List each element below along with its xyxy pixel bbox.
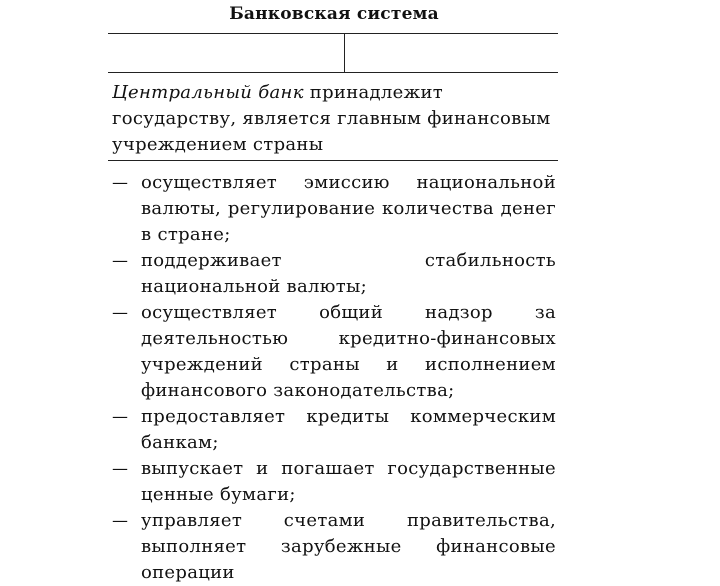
list-item-text: осуществляет общий надзор за деятельностью кредитно-финансовых учреждений страны и исполнением финансового законодательства; [141,302,556,401]
list-item [112,456,556,508]
central-bank-functions-list [112,170,556,586]
list-item-text: осуществляет эмиссию национальной валюты, регулирование количества денег в стране; [141,172,556,245]
dash-bullet: — [112,303,129,322]
list-item [112,404,556,456]
list-item-text: поддерживает стабильность национальной валюты; [141,250,556,297]
list-item [112,508,556,586]
dash-bullet: — [112,173,129,192]
dash-bullet: — [112,407,129,426]
dash-bullet: — [112,251,129,270]
dash-bullet: — [112,459,129,478]
table-header-border [108,72,558,73]
list-item [112,170,556,248]
table-column-divider [344,33,345,72]
dash-bullet: — [112,511,129,530]
section-divider [108,160,558,161]
list-item [112,248,556,300]
central-bank-description: принадлежит государству, является главным финансовым учреждением страны [112,82,551,155]
central-bank-term: Центральный банк [112,82,304,103]
page-title: Банковская система [229,4,439,24]
central-bank-definition [112,80,556,158]
list-item-text: выпускает и погашает государственные ценные бумаги; [141,458,556,505]
list-item-text: управляет счетами правительства, выполняет зарубежные финансовые операции [141,510,556,583]
list-item [112,300,556,404]
list-item-text: предоставляет кредиты коммерческим банкам; [141,406,556,453]
table-top-border [108,33,558,34]
